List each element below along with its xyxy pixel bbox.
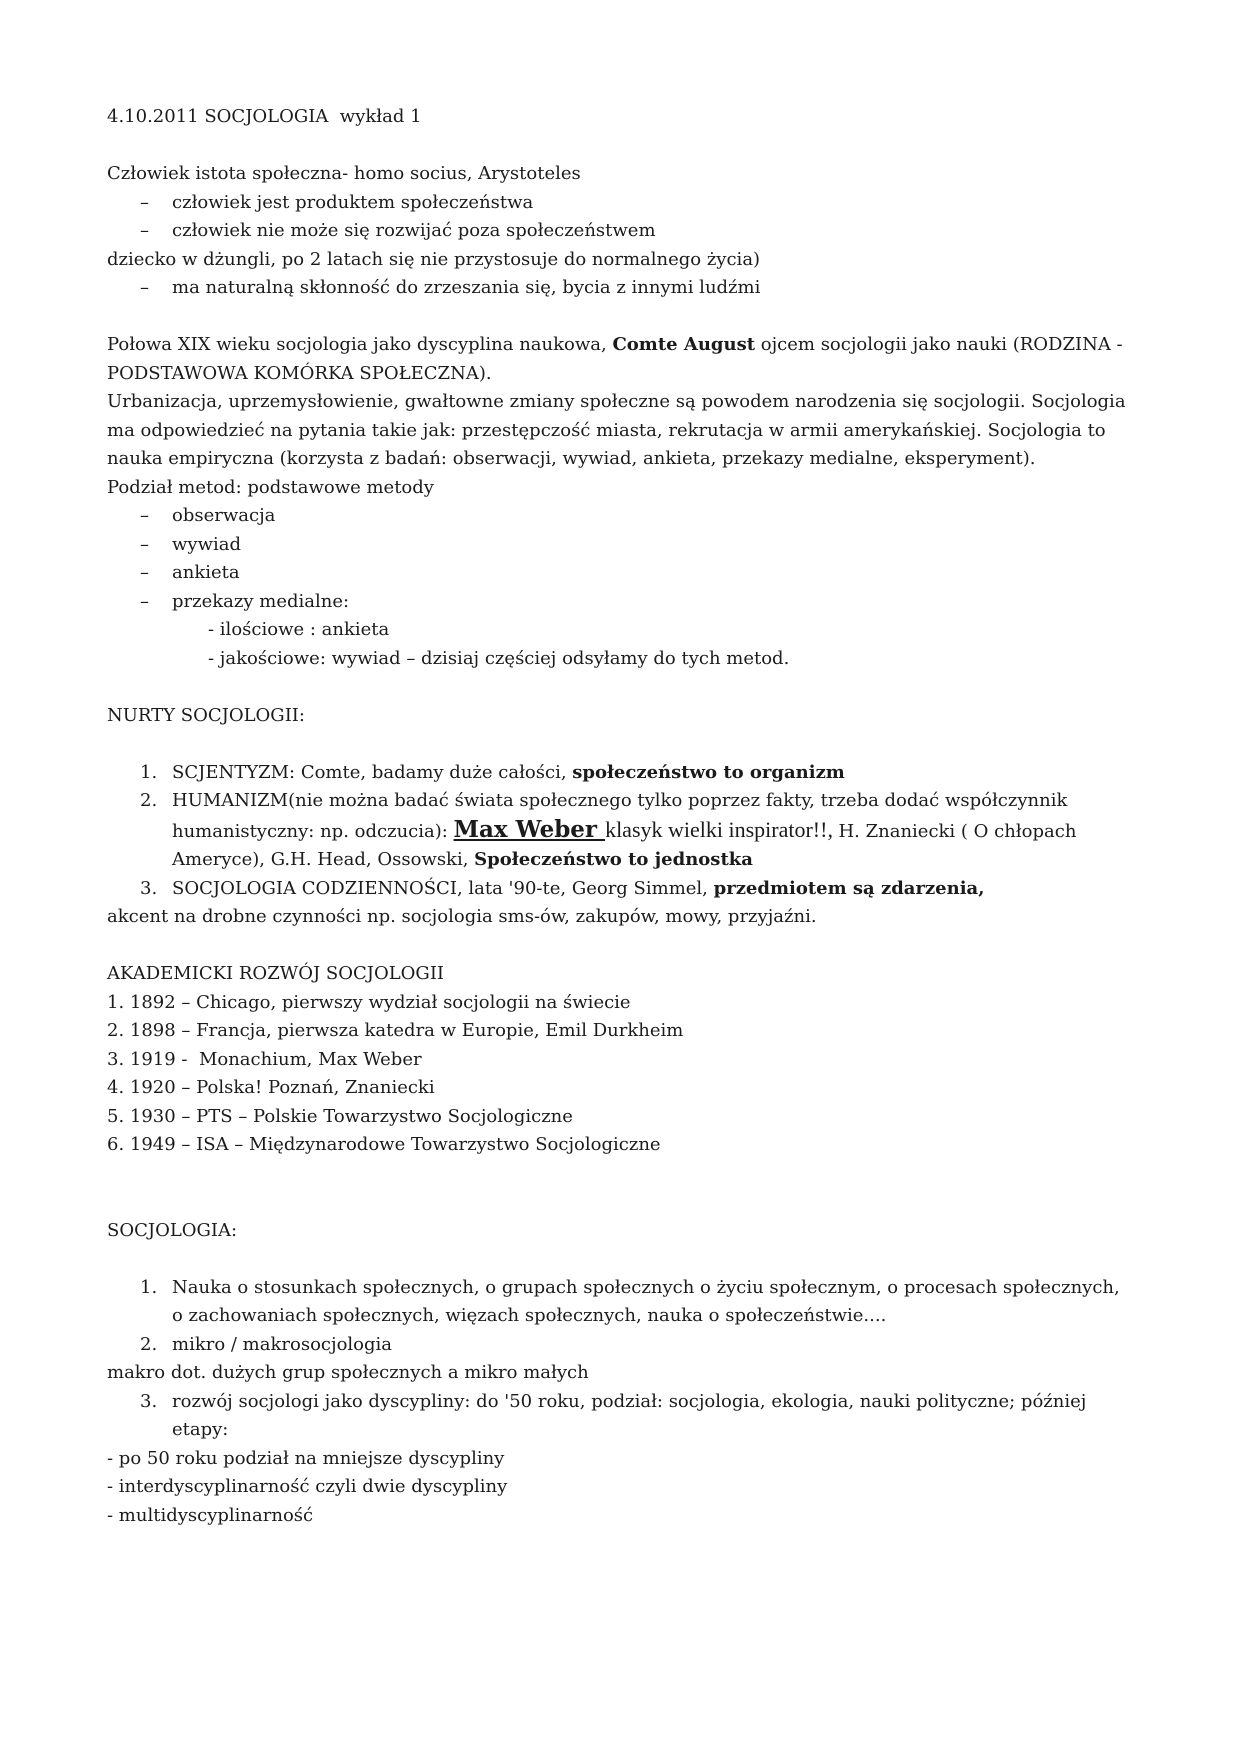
text-content [107,106,422,127]
text-content [107,1505,313,1526]
text-run: NURTY SOCJOLOGII: [107,704,305,726]
text-run: SOCJOLOGIA: [107,1219,238,1241]
sub-list-item [107,645,1135,674]
text-content [172,1388,1135,1445]
text-content [107,1049,422,1070]
paragraph [107,331,1135,388]
text-content [107,477,434,498]
text-content [107,1362,589,1383]
text-content [172,875,1135,904]
text-run: SCJENTYZM: Comte, badamy duże całości, [172,761,573,783]
paragraph [107,1217,1135,1246]
dash-list-item [107,502,1135,531]
dash-bullet: – [140,277,149,298]
text-run: obserwacja [172,505,276,526]
paragraph [107,989,1135,1018]
text-run: ojcem socjologii jako nauki (RODZINA - PODSTAWOWA KOMÓRKA SPOŁECZNA). [107,334,1129,384]
dash-list-item [107,531,1135,560]
text-content [107,992,631,1013]
text-run: 3. 1919 - Monachium, Max Weber [107,1048,422,1070]
text-run: przekazy medialne: [172,590,350,612]
text-content [172,759,1135,788]
text-run: Podział metod: podstawowe metody [107,476,434,498]
text-content [107,334,1128,384]
text-run: Urbanizacja, uprzemysłowienie, gwałtowne zmiany społeczne są powodem narodzenia się socjologii. Socjologia ma odpowiedzieć na pytania takie jak: przestępczość miasta, rekrutacja w armii amerykańskiej. Socjologia to nauka empiryczna (korzysta z badań: obserwacji, wywiad, ankieta, przekazy medialne, eksperyment). [107,391,1132,469]
text-run: 1. 1892 – Chicago, pierwszy wydział socjologii na świecie [107,991,631,1013]
text-run: wywiad [172,533,241,555]
text-content [172,1274,1135,1331]
text-content [172,787,1135,875]
text-run: dziecko w dżungli, po 2 latach się nie przystosuje do normalnego życia) [107,248,761,270]
text-content [172,217,1135,246]
text-run: HUMANIZM(nie można badać świata społecznego tylko poprzez fakty, trzeba dodać współczynnik humanistyczny: np. odczucia): [172,790,1074,842]
text-run: Nauka o stosunkach społecznych, o grupach społecznych o życiu społecznym, o procesach społecznych, o zachowaniach społecznych, więzach społecznych, nauka o społeczeństwie.... [172,1276,1126,1326]
text-run: człowiek nie może się rozwijać poza społeczeństwem [172,220,656,241]
dash-bullet: – [140,505,149,526]
text-run: klasyk wielki inspirator!!, [605,816,839,842]
text-content [107,906,817,927]
text-run: Max Weber [453,815,606,843]
paragraph [107,1074,1135,1103]
text-run: 4. 1920 – Polska! Poznań, Znaniecki [107,1077,435,1098]
dash-list-item [107,217,1135,246]
list-number: 1. [140,1276,158,1298]
paragraph [107,1473,1135,1502]
text-run: mikro / makrosocjologia [172,1333,393,1355]
text-content [107,1134,661,1155]
list-number: 2. [140,1333,158,1355]
text-run: AKADEMICKI ROZWÓJ SOCJOLOGII [107,963,445,984]
numbered-list-item [107,1274,1135,1331]
paragraph [107,246,1135,275]
paragraph [107,388,1135,474]
text-run: - interdyscyplinarność czyli dwie dyscypliny [107,1476,508,1497]
text-content [107,705,305,726]
list-number: 2. [140,790,158,811]
text-content [172,531,1135,560]
text-run: ankieta [172,562,240,583]
dash-bullet: – [140,191,149,213]
blank-line [107,132,1135,161]
text-content [107,1077,435,1098]
dash-bullet: – [140,562,149,583]
text-run: - ilościowe : ankieta [208,619,390,640]
numbered-list-item [107,1331,1135,1360]
paragraph [107,1445,1135,1474]
text-content [208,648,789,669]
text-run: Społeczeństwo to jednostka [474,849,753,870]
paragraph [107,702,1135,731]
blank-line [107,730,1135,759]
numbered-list-item [107,875,1135,904]
text-content [107,1020,683,1041]
text-content [208,619,389,640]
list-number: 1. [140,761,158,783]
text-run: 5. 1930 – PTS – Polskie Towarzystwo Socjologiczne [107,1105,573,1127]
document-body [107,103,1135,1530]
paragraph [107,903,1135,932]
text-content [107,249,760,270]
paragraph [107,1131,1135,1160]
text-content [172,1331,1135,1360]
text-content [172,502,1135,531]
text-run: SOCJOLOGIA CODZIENNOŚCI, lata '90-te, Georg Simmel, [172,877,714,899]
sub-list-item [107,616,1135,645]
paragraph [107,1017,1135,1046]
text-run: Comte August [612,334,756,355]
blank-line [107,1160,1135,1189]
blank-line [107,673,1135,702]
text-content [107,163,581,184]
text-run: społeczeństwo to organizm [572,761,845,783]
paragraph [107,1502,1135,1531]
text-content [107,963,444,984]
text-content [107,1220,237,1241]
text-run: rozwój socjologi jako dyscypliny: do '50 roku, podział: socjologia, ekologia, nauki polityczne; później etapy: [172,1390,1093,1440]
dash-list-item [107,588,1135,617]
dash-list-item [107,274,1135,303]
text-content [172,189,1135,218]
dash-list-item [107,559,1135,588]
text-run: Człowiek istota społeczna- homo socius, Arystoteles [107,163,581,184]
dash-bullet: – [140,590,149,612]
paragraph [107,1359,1135,1388]
list-number: 3. [140,877,158,899]
text-run: 4.10.2011 SOCJOLOGIA wykład 1 [107,106,422,127]
text-run: - po 50 roku podział na mniejsze dyscypliny [107,1447,505,1469]
paragraph [107,160,1135,189]
blank-line [107,303,1135,332]
text-run: człowiek jest produktem społeczeństwa [172,191,534,213]
paragraph [107,474,1135,503]
blank-line [107,1188,1135,1217]
paragraph [107,1046,1135,1075]
text-content [107,391,1131,469]
blank-line [107,932,1135,961]
dash-bullet: – [140,533,149,555]
text-run: akcent na drobne czynności np. socjologia sms-ów, zakupów, mowy, przyjaźni. [107,906,817,927]
text-run: makro dot. dużych grup społecznych a mikro małych [107,1362,589,1383]
text-run: - jakościowe: wywiad – dzisiaj częściej odsyłamy do tych metod. [208,647,790,669]
text-run: 2. 1898 – Francja, pierwsza katedra w Europie, Emil Durkheim [107,1020,684,1041]
numbered-list-item [107,759,1135,788]
text-content [107,1106,573,1127]
text-content [107,1448,504,1469]
numbered-list-item [107,787,1135,875]
numbered-list-item [107,1388,1135,1445]
text-run: - multidyscyplinarność [107,1504,314,1526]
text-run: ma naturalną skłonność do zrzeszania się, bycia z innymi ludźmi [172,277,761,298]
paragraph [107,960,1135,989]
text-run: przedmiotem są zdarzenia, [713,877,985,899]
text-run: Połowa XIX wieku socjologia jako dyscyplina naukowa, [107,334,613,355]
text-content [107,1476,507,1497]
text-content [172,274,1135,303]
dash-bullet: – [140,220,149,241]
text-run: H. Znaniecki ( O chłopach Ameryce), G.H. Head, Ossowski, [172,820,1083,870]
paragraph [107,1103,1135,1132]
text-run: 6. 1949 – ISA – Międzynarodowe Towarzystwo Socjologiczne [107,1134,661,1155]
text-content [172,588,1135,617]
dash-list-item [107,189,1135,218]
list-number: 3. [140,1390,158,1412]
blank-line [107,1245,1135,1274]
paragraph [107,103,1135,132]
text-content [172,559,1135,588]
